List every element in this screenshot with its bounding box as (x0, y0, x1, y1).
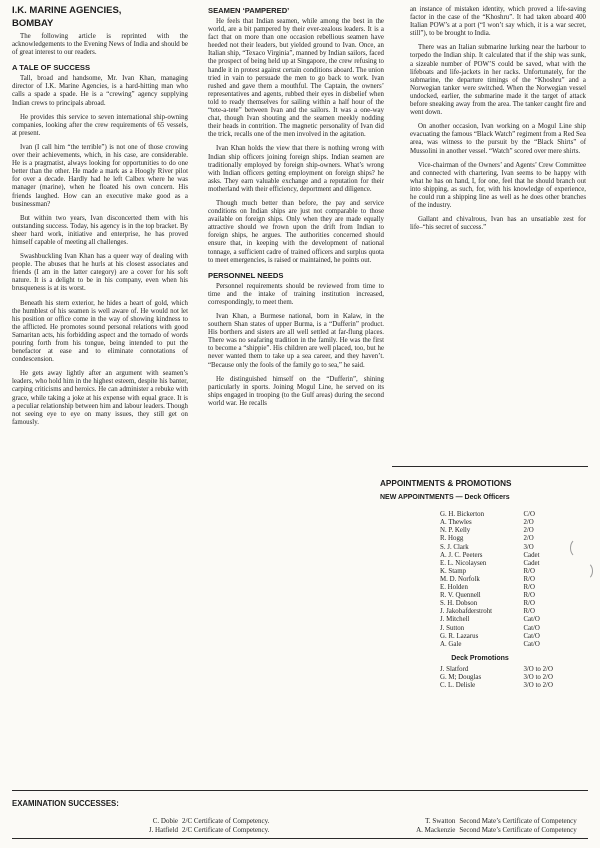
paragraph: Though much better than before, the pay and service conditions on Indian ships are just not comparable to those available on foreign ships. Only when they are made equally attractive should we frown upon the drift from Indian to foreign ships, he argues. The authorities concerned should ensure that, in keeping with the development of national tonnage, a sufficient cadre of trained officers and surplus quota to meet emergencies, is raised or maintained, he points out. (208, 199, 384, 264)
officer-name: R. Hogg (440, 535, 464, 543)
appointment-row (380, 544, 580, 552)
candidate-name: J. Hatfield (148, 825, 178, 834)
appointment-row (380, 666, 580, 674)
officer-name: N. P. Kelly (440, 527, 471, 535)
exam-row (130, 826, 375, 834)
appointment-row (380, 535, 580, 543)
intro-paragraph: The following article is reprinted with the acknowledgements to the Evening News of India and should be of great interest to our readers. (12, 33, 188, 57)
promotions-list (380, 666, 580, 690)
appointment-row (380, 568, 580, 576)
divider-rule (392, 466, 588, 467)
officer-name: K. Stamp (440, 567, 467, 575)
page (12, 6, 590, 842)
officer-rank: R/O (523, 600, 535, 608)
examination-title: EXAMINATION SUCCESSES: (12, 799, 119, 808)
deck-promotions-heading: Deck Promotions (451, 654, 509, 662)
certificate: Second Mate’s Certificate of Competency (459, 817, 577, 826)
paragraph: But within two years, Ivan disconcerted them with his outstanding success. Today, his agency is in the top bracket. By sheer hard work, initiative and enterprise, he has proved himself capable of meeting all challenges. (12, 214, 188, 246)
paragraph: Beneath his stern exterior, he hides a heart of gold, which the humblest of his seamen is well aware of. He would not let his position or office come in the way of showing kindness to the afflicted. He promotes sound personal relations with good Samaritan acts, his forbidding aspect and the tornado of words pouring forth from his tongue, being intended to put the benefactor at ease and to eliminate connotations of condescension. (12, 299, 188, 364)
officer-rank: 3/O to 2/O (523, 673, 553, 681)
exam-list-left (12, 817, 375, 834)
appointment-row (380, 592, 580, 600)
exam-list-right (375, 817, 588, 834)
appointment-row (380, 527, 580, 535)
paragraph: He feels that Indian seamen, while among the best in the world, are a bit pampered by their ever-zealous leaders. It is a fact that on more than one occasion rebellious seamen have heeded not their leaders, but yielded ground to Ivan. Once, an Italian ship, “Texaco Virginia”, manned by Indian sailors, faced the prospect of being held up at Singapore, the crew refusing to handle it in protest against certain conditions aboard. The union tried in vain to persuade the men to go back to work. Ivan rushed and gave them a mouthful. The Captain, the owners’ representatives and agents, rubbed their eyes in disbelief when told to ready themselves for sailing within a half hour of the “tete-a-tete” between Ivan and the sailors. It was a one-way chat, though Ivan shouting and the seamen meekly nodding their heads in contrition. The magnetic personality of Ivan did the trick, recalls one of the men involved in the agitation. (208, 18, 384, 139)
officer-rank: R/O (523, 575, 535, 583)
officer-name: J. Mitchell (440, 616, 470, 624)
section-heading-success: A TALE OF SUCCESS (12, 63, 91, 73)
appointment-row (380, 616, 580, 624)
officer-rank: Cadet (523, 559, 540, 567)
appointment-row (380, 641, 580, 649)
paragraph: Swashbuckling Ivan Khan has a queer way of dealing with people. The abuses that he hurls at his closest associates and friends (I am in the latter category) are a cover for his soft nature. It is a delight to be in his company, even when his brusqueness is at its worst. (12, 253, 188, 293)
appointment-row (380, 625, 580, 633)
punch-hole-mark (570, 538, 587, 558)
officer-rank: Cat/O (523, 632, 540, 640)
officer-name: J. Jakobafderstroht (440, 608, 493, 616)
paragraph: He gets away lightly after an argument with seamen’s leaders, who hold him in the highest esteem, despite his banter, carping criticisms and heroics. He can administer a rebuke with grace, while taking a joke at his expense with equal grace. It is a peculiar relationship between him and labour leaders. Though not seeing eye to eye on many issues, they still get on famously. (12, 370, 188, 426)
punch-hole-mark (578, 562, 593, 580)
officer-rank: 2/O (523, 519, 534, 527)
officer-rank: Cadet (523, 551, 540, 559)
appointment-row (380, 576, 580, 584)
article-title-line-2: BOMBAY (12, 17, 54, 29)
examination-section (12, 800, 588, 834)
officer-name: G. H. Bickerton (440, 511, 485, 519)
appointment-row (380, 584, 580, 592)
officer-name: E. Holden (440, 584, 468, 592)
paragraph: On another occasion, Ivan working on a Mogul Line ship evacuating the famous “Black Watch” regiment from a Red Sea area, was witness to the pursuit by the “Black Shirts” of Mussolini in another vessel. “Watch” scored over mere shirts. (410, 123, 586, 155)
officer-name: S. H. Dobson (440, 600, 478, 608)
officer-rank: 3/O to 2/O (523, 665, 553, 673)
officer-name: A. Thewles (440, 519, 472, 527)
paragraph: There was an Italian submarine lurking near the harbour to torpedo the Indian ship. It calculated that if the ship was sunk, a sizeable number of POW’S could be saved, what with the lifeboats and life-jackets in her racks. Unfortunately, for the submarine, the departure timings of the “Khoshru” and a Norwegian tanker were switched. When the Norwegian vessel undocked, earlier, the submarine made it the target of attack before sneaking away from the area. The tanker caught fire and went down. (410, 44, 586, 117)
appointment-row (380, 552, 580, 560)
appointments-title: APPOINTMENTS & PROMOTIONS (380, 479, 512, 488)
exam-row (375, 817, 588, 825)
officer-rank: 2/O (523, 527, 534, 535)
appointment-row (380, 674, 580, 682)
officer-name: R. V. Quennell (440, 592, 481, 600)
appointment-row (380, 633, 580, 641)
paragraph: Personnel requirements should be reviewed from time to time and the intake of training institution increased, correspondingly, to meet them. (208, 282, 384, 306)
certificate: 2/C Certificate of Competency. (182, 817, 270, 826)
appointment-row (380, 608, 580, 616)
candidate-name: C. Dobie (152, 817, 178, 826)
divider-rule (12, 790, 588, 791)
officer-rank: Cat/O (523, 640, 540, 648)
appointment-row (380, 600, 580, 608)
officer-name: J. Slatford (440, 665, 469, 673)
column-3 (410, 6, 586, 238)
officer-name: E. L. Nicolaysen (440, 559, 487, 567)
paragraph: an instance of mistaken identity, which proved a life-saving factor in the case of the “Khoshru”. It had taken aboard 400 Italian POW’s at a port (“I won’t say which, it is a war secret, still”), to be brought to India. (410, 6, 586, 38)
officer-name: G. M; Douglas (440, 673, 482, 681)
officer-rank: R/O (523, 608, 535, 616)
officer-name: A. J. C. Peeters (440, 551, 483, 559)
officer-rank: C/O (523, 511, 535, 519)
officer-rank: 3/O to 2/O (523, 682, 553, 690)
appointment-row (380, 511, 580, 519)
paragraph: He provides this service to seven international ship-owning companies, looking after the crew requirements of 65 vessels, at present. (12, 113, 188, 137)
paragraph: Gallant and chivalrous, Ivan has an unsatiable zest for life–“his secret of success.” (410, 216, 586, 232)
appointment-row (380, 682, 580, 690)
officer-rank: R/O (523, 592, 535, 600)
officer-name: C. L. Delisle (440, 682, 476, 690)
paragraph: He distinguished himself on the “Dufferin”, shining particularly in sports. Joining Mogul Line, he served on its ships engaged in trooping (to the Gulf areas) during the second world war. He recalls (208, 375, 384, 407)
exam-row (375, 826, 588, 834)
appointments-list (380, 511, 580, 649)
officer-rank: R/O (523, 584, 535, 592)
candidate-name: T. Swatton (425, 817, 456, 826)
paragraph: Vice-chairman of the Owners’ and Agents’ Crew Committee and connected with chartering, Ivan seems to be happy with what he has on hand, I, for one, feel that he should branch out into shipping, as such, for, with his knowledge of experience, he could run a shipping line as well as he does other branches of the industry. (410, 161, 586, 210)
section-heading-pampered: SEAMEN ‘PAMPERED’ (208, 6, 290, 15)
paragraph: Tall, broad and handsome, Mr. Ivan Khan, managing director of I.K. Marine Agencies, is a hard-hitting man who calls a spade a spade. He is a “crewing” agency supplying Indian crews to principals abroad. (12, 75, 188, 107)
appointment-row (380, 519, 580, 527)
officer-rank: 2/O (523, 535, 534, 543)
appointments-section (380, 480, 580, 690)
exam-row (130, 817, 375, 825)
candidate-name: A. Mackenzie (416, 825, 456, 834)
officer-name: G. R. Lazarus (440, 632, 479, 640)
officer-name: M. D. Norfolk (440, 575, 480, 583)
column-2 (208, 6, 384, 414)
paragraph: Ivan Khan holds the view that there is nothing wrong with Indian ship officers joining foreign ships. Indian seamen are traditionally employed by foreign ship-owners. What’s wrong with Indian officers getting employment on foreign ships? he asks. They earn valuable exchange and a reputation for their motherland with their efficiency, deportment and diligence. (208, 145, 384, 193)
section-heading-personnel: PERSONNEL NEEDS (208, 270, 284, 280)
new-appointments-heading: NEW APPOINTMENTS — Deck Officers (380, 494, 510, 502)
officer-name: A. Gale (440, 640, 462, 648)
paragraph: Ivan Khan, a Burmese national, born in Kalaw, in the southern Shan states of upper Burma, is a “Dufferin” product. His borthers and sisters are all well settled at far-flung places. There was no seafaring tradition in the family. He was the first to become a “shippie”. His children are well placed, too, but he never wanted them to take up a sea career, and they haven’t. “Because only the fools of the family go to sea,” he said. (208, 313, 384, 369)
column-1 (12, 6, 188, 433)
officer-name: J. Sutton (440, 624, 465, 632)
appointment-row (380, 560, 580, 568)
certificate: 2/C Certificate of Competency. (182, 825, 270, 834)
certificate: Second Mate’s Certificate of Competency (459, 825, 577, 834)
officer-rank: R/O (523, 567, 535, 575)
divider-rule (12, 838, 588, 839)
officer-name: S. J. Clark (440, 543, 469, 551)
officer-rank: 3/O (523, 543, 534, 551)
officer-rank: Cat/O (523, 624, 540, 632)
officer-rank: Cat/O (523, 616, 540, 624)
paragraph: Ivan (I call him “the terrible”) is not one of those crowing over their achievements, which, in his case, are considerable. He is a pragmatist, always looking for opportunities to do one better than the other. He made a mark as a Hoogly River pilot for over a decade. Hardly had he left Calbex where he was manager (marine), when he floated his own concern. His friends laughed. How can an executive make good as a businessman? (12, 143, 188, 208)
article-title-line-1: I.K. MARINE AGENCIES, (12, 5, 122, 16)
